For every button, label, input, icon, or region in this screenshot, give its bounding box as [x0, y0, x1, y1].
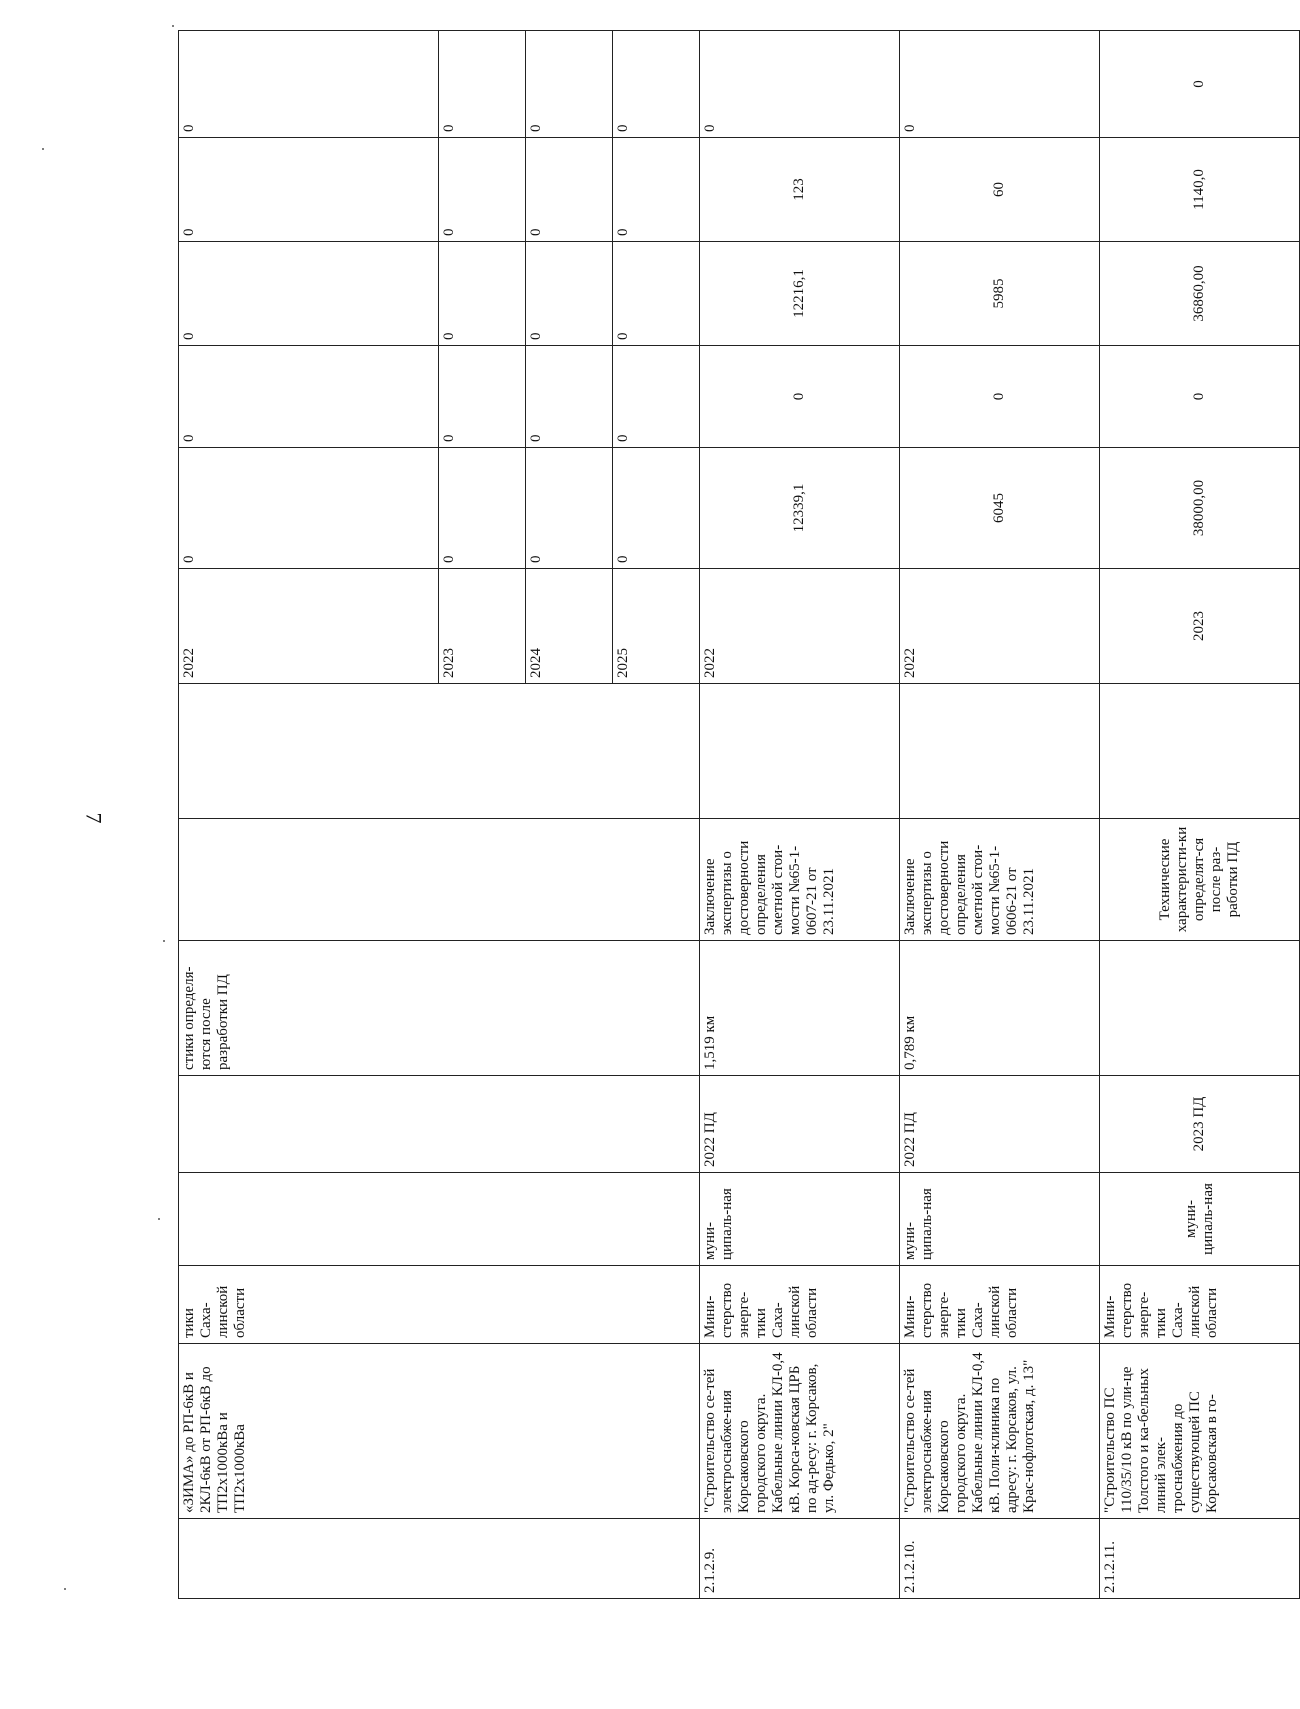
- row-value-5: 0: [1100, 31, 1300, 138]
- row-expertise: Заключение экспертизы о достоверности определения сметной стои-мости №65-1-0606-21 от 23.11.2021: [900, 819, 1100, 941]
- row-value-5: 0: [439, 31, 526, 138]
- row-pd: [179, 1076, 700, 1173]
- row-value-1: 0: [439, 448, 526, 569]
- row-year: 2023: [1100, 569, 1300, 684]
- row-value-3: 0: [439, 242, 526, 346]
- row-value-1: 38000,00: [1100, 448, 1300, 569]
- scan-speck: [42, 148, 44, 150]
- table-row: [1100, 31, 1300, 1599]
- row-value-3: 0: [526, 242, 613, 346]
- row-value-2: 0: [613, 346, 700, 448]
- scan-speck: [64, 1588, 66, 1590]
- row-expertise: Технические характеристи-ки определят-ся после раз-работки ПД: [1100, 819, 1300, 941]
- row-value-5: 0: [526, 31, 613, 138]
- row-value-5: 0: [700, 31, 900, 138]
- program-table: [178, 30, 1300, 1599]
- row-value-4: 123: [700, 138, 900, 242]
- row-ownership: муни-ципаль-ная: [700, 1173, 900, 1266]
- row-org: Мини-стерство энерге-тики Саха-линской области: [1100, 1266, 1300, 1344]
- row-code: 2.1.2.9.: [700, 1519, 900, 1599]
- row-value-4: 0: [613, 138, 700, 242]
- row-code: [179, 1519, 700, 1599]
- row-value-1: 0: [179, 448, 439, 569]
- row-title: «ЗИМА» до РП-6кВ и 2КЛ-6кВ от РП-6кВ до ТП2х1000кВа и ТП2х1000кВа: [179, 1344, 700, 1519]
- scan-speck: [158, 1218, 160, 1220]
- row-year: 2025: [613, 569, 700, 684]
- row-code: 2.1.2.11.: [1100, 1519, 1300, 1599]
- row-value-1: 0: [613, 448, 700, 569]
- scan-speck: [172, 25, 174, 27]
- row-value-4: 1140,0: [1100, 138, 1300, 242]
- table-row: [700, 31, 900, 1599]
- row-title: "Строительство ПС 110/35/10 кВ по ули-це Толстого и ка-бельных линий элек-троснабжения до существующей ПС Корсаковская в го-: [1100, 1344, 1300, 1519]
- row-title: "Строительство се-тей электроснабже-ния Корсаковского городского округа. Кабельные линии КЛ-0,4 кВ. Корса-ковская ЦРБ по ад-ресу: г. Корсаков, ул. Федько, 2": [700, 1344, 900, 1519]
- row-year: 2022: [900, 569, 1100, 684]
- row-value-1: 6045: [900, 448, 1100, 569]
- row-value-2: 0: [526, 346, 613, 448]
- row-length: 1,519 км: [700, 941, 900, 1076]
- row-expertise: Заключение экспертизы о достоверности определения сметной стои-мости №65-1-0607-21 от 23.11.2021: [700, 819, 900, 941]
- row-blank: [700, 684, 900, 819]
- table-row: [900, 31, 1100, 1599]
- row-value-5: 0: [179, 31, 439, 138]
- row-value-3: 0: [179, 242, 439, 346]
- row-value-1: 0: [526, 448, 613, 569]
- row-value-5: 0: [613, 31, 700, 138]
- rotated-table-frame: [178, 31, 1241, 1599]
- row-value-3: 12216,1: [700, 242, 900, 346]
- row-value-2: 0: [900, 346, 1100, 448]
- row-blank: [1100, 684, 1300, 819]
- page-number: 7: [81, 812, 107, 824]
- row-value-5: 0: [900, 31, 1100, 138]
- row-ownership: [179, 1173, 700, 1266]
- row-blank: [179, 684, 700, 819]
- row-length: стики определя-ются после разработки ПД: [179, 941, 700, 1076]
- table-sheet: [178, 31, 1241, 1599]
- row-year: 2023: [439, 569, 526, 684]
- row-value-3: 36860,00: [1100, 242, 1300, 346]
- row-pd: 2023 ПД: [1100, 1076, 1300, 1173]
- row-year: 2022: [700, 569, 900, 684]
- row-value-2: 0: [439, 346, 526, 448]
- row-value-1: 12339,1: [700, 448, 900, 569]
- row-value-3: 0: [613, 242, 700, 346]
- row-title: "Строительство се-тей электроснабже-ния Корсаковского городского округа. Кабельные линии КЛ-0,4 кВ. Поли-клиника по адресу: г. Корсаков, ул. Крас-нофлотская, д. 13": [900, 1344, 1100, 1519]
- row-pd: 2022 ПД: [700, 1076, 900, 1173]
- row-value-4: 0: [439, 138, 526, 242]
- table-row: [179, 31, 439, 1599]
- row-year: 2022: [179, 569, 439, 684]
- row-year: 2024: [526, 569, 613, 684]
- row-value-2: 0: [700, 346, 900, 448]
- row-value-4: 0: [179, 138, 439, 242]
- row-pd: 2022 ПД: [900, 1076, 1100, 1173]
- row-org: Мини-стерство энерге-тики Саха-линской области: [700, 1266, 900, 1344]
- row-ownership: муни-ципаль-ная: [900, 1173, 1100, 1266]
- row-value-4: 0: [526, 138, 613, 242]
- row-value-3: 5985: [900, 242, 1100, 346]
- row-value-4: 60: [900, 138, 1100, 242]
- row-length: [1100, 941, 1300, 1076]
- row-ownership: муни-ципаль-ная: [1100, 1173, 1300, 1266]
- scan-speck: [163, 940, 165, 942]
- row-length: 0,789 км: [900, 941, 1100, 1076]
- row-org: Мини-стерство энерге-тики Саха-линской области: [900, 1266, 1100, 1344]
- row-org: тики Саха-линской области: [179, 1266, 700, 1344]
- row-value-2: 0: [179, 346, 439, 448]
- row-value-2: 0: [1100, 346, 1300, 448]
- row-blank: [900, 684, 1100, 819]
- row-expertise: [179, 819, 700, 941]
- row-code: 2.1.2.10.: [900, 1519, 1100, 1599]
